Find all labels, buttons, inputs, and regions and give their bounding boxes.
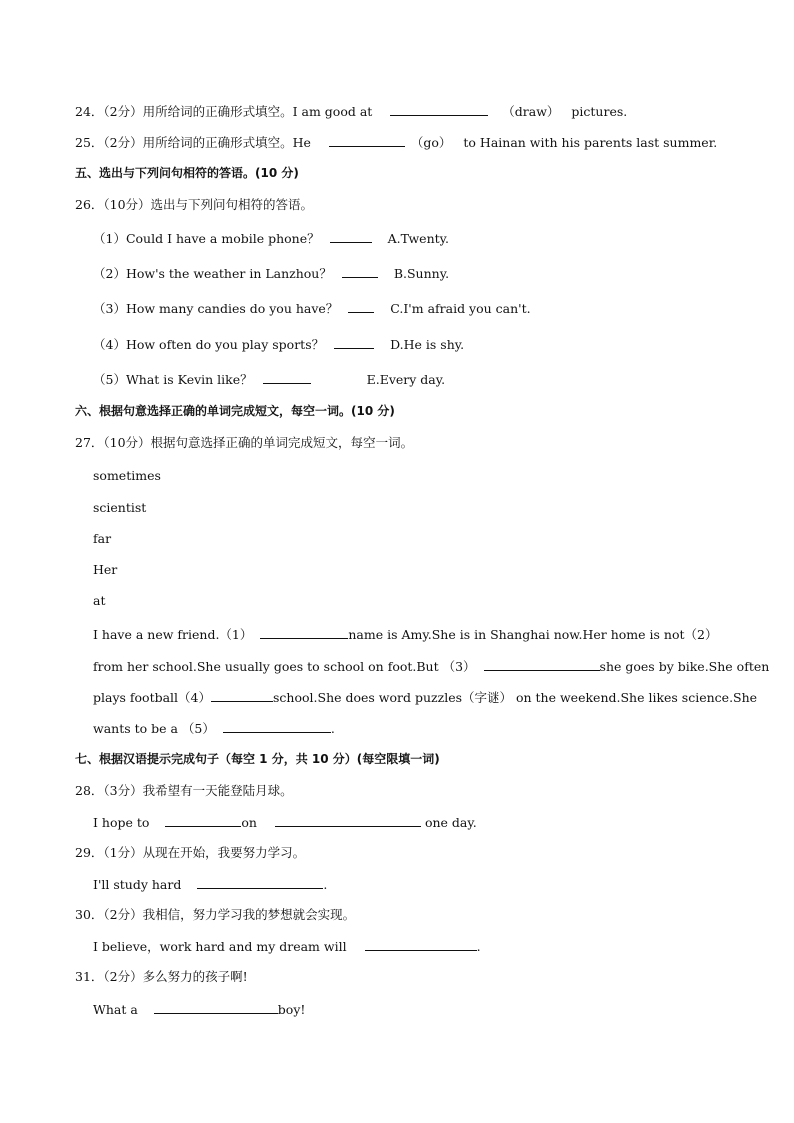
q29-text: I'll study hard bbox=[93, 877, 182, 892]
match-question: （1）Could I have a mobile phone？ bbox=[93, 231, 320, 246]
passage-line-4 bbox=[93, 720, 335, 737]
match-blank[interactable] bbox=[342, 265, 378, 278]
question-24-tail: pictures. bbox=[571, 104, 628, 119]
passage-text: wants to be a （5） bbox=[93, 721, 215, 736]
question-24 bbox=[75, 103, 627, 120]
match-answer: C.I'm afraid you can't. bbox=[390, 301, 531, 316]
section-6-heading: 六、根据句意选择正确的单词完成短文，每空一词。(10 分) bbox=[75, 404, 395, 418]
match-row bbox=[93, 371, 445, 388]
section-7-heading: 七、根据汉语提示完成句子（每空 1 分，共 10 分）(每空限填一词) bbox=[75, 752, 440, 766]
question-31-stem: 31．（2分）多么努力的孩子啊! bbox=[75, 969, 248, 984]
answer-blank-28a[interactable] bbox=[165, 814, 241, 827]
word-bank-item: far bbox=[93, 531, 112, 546]
passage-line-2 bbox=[93, 658, 769, 675]
word-bank-item: sometimes bbox=[93, 468, 161, 483]
question-25-tail: to Hainan with his parents last summer. bbox=[463, 135, 718, 150]
passage-text: school.She does word puzzles（字谜） on the weekend.She likes science.She bbox=[273, 690, 758, 705]
passage-blank-1[interactable] bbox=[260, 626, 348, 639]
question-29-stem: 29．（1分）从现在开始，我要努力学习。 bbox=[75, 845, 306, 860]
match-question: （4）How often do you play sports？ bbox=[93, 337, 325, 352]
word-bank-item: Her bbox=[93, 562, 118, 577]
passage-text: I have a new friend.（1） bbox=[93, 627, 253, 642]
q30-text: . bbox=[476, 939, 481, 954]
match-question: （5）What is Kevin like？ bbox=[93, 372, 253, 387]
question-24-hint: （draw） bbox=[502, 104, 560, 119]
passage-text: . bbox=[330, 721, 335, 736]
question-25 bbox=[75, 134, 717, 151]
question-29-answer bbox=[93, 876, 327, 893]
question-31-answer bbox=[93, 1001, 305, 1018]
passage-text: plays football（4） bbox=[93, 690, 212, 705]
question-27-stem: 27．（10分）根据句意选择正确的单词完成短文，每空一词。 bbox=[75, 435, 414, 450]
question-25-hint: （go） bbox=[410, 135, 452, 150]
q28-text: on bbox=[241, 815, 257, 830]
question-24-stem: 24．（2分）用所给词的正确形式填空。I am good at bbox=[75, 104, 373, 119]
passage-blank-4[interactable] bbox=[211, 689, 273, 702]
question-26-stem: 26．（10分）选出与下列问句相符的答语。 bbox=[75, 197, 314, 212]
question-30-answer bbox=[93, 938, 481, 955]
answer-blank-30[interactable] bbox=[365, 938, 477, 951]
section-5-heading: 五、选出与下列问句相符的答语。(10 分) bbox=[75, 166, 299, 180]
passage-text: she goes by bike.She often bbox=[599, 659, 770, 674]
match-question: （2）How's the weather in Lanzhou？ bbox=[93, 266, 332, 281]
q29-text: . bbox=[323, 877, 328, 892]
question-28-stem: 28．（3分）我希望有一天能登陆月球。 bbox=[75, 783, 293, 798]
match-question: （3）How many candies do you have？ bbox=[93, 301, 339, 316]
answer-blank-24[interactable] bbox=[390, 103, 488, 116]
match-row bbox=[93, 300, 531, 317]
answer-blank-25[interactable] bbox=[329, 134, 405, 147]
match-row bbox=[93, 265, 449, 282]
match-answer: B.Sunny. bbox=[393, 266, 450, 281]
passage-text: from her school.She usually goes to school on foot.But （3） bbox=[93, 659, 476, 674]
passage-blank-5[interactable] bbox=[223, 720, 331, 733]
match-blank[interactable] bbox=[330, 230, 372, 243]
answer-blank-28b[interactable] bbox=[275, 814, 421, 827]
q31-text: boy! bbox=[277, 1002, 306, 1017]
match-blank[interactable] bbox=[348, 300, 374, 313]
q28-text: one day. bbox=[424, 815, 477, 830]
match-answer: E.Every day. bbox=[366, 372, 446, 387]
match-row bbox=[93, 336, 464, 353]
answer-blank-29[interactable] bbox=[197, 876, 323, 889]
q31-text: What a bbox=[93, 1002, 138, 1017]
match-row bbox=[93, 230, 449, 247]
match-answer: D.He is shy. bbox=[390, 337, 465, 352]
answer-blank-31[interactable] bbox=[154, 1001, 278, 1014]
question-25-stem: 25．（2分）用所给词的正确形式填空。He bbox=[75, 135, 311, 150]
q30-text: I believe，work hard and my dream will bbox=[93, 939, 347, 954]
word-bank-item: at bbox=[93, 593, 106, 608]
question-30-stem: 30．（2分）我相信，努力学习我的梦想就会实现。 bbox=[75, 907, 356, 922]
q28-text: I hope to bbox=[93, 815, 150, 830]
question-28-answer bbox=[93, 814, 477, 831]
passage-line-1 bbox=[93, 626, 717, 643]
match-blank[interactable] bbox=[334, 336, 374, 349]
match-blank[interactable] bbox=[263, 371, 311, 384]
match-answer: A.Twenty. bbox=[387, 231, 450, 246]
passage-text: name is Amy.She is in Shanghai now.Her home is not（2） bbox=[348, 627, 718, 642]
passage-line-3 bbox=[93, 689, 757, 706]
word-bank-item: scientist bbox=[93, 500, 147, 515]
passage-blank-3[interactable] bbox=[484, 658, 600, 671]
